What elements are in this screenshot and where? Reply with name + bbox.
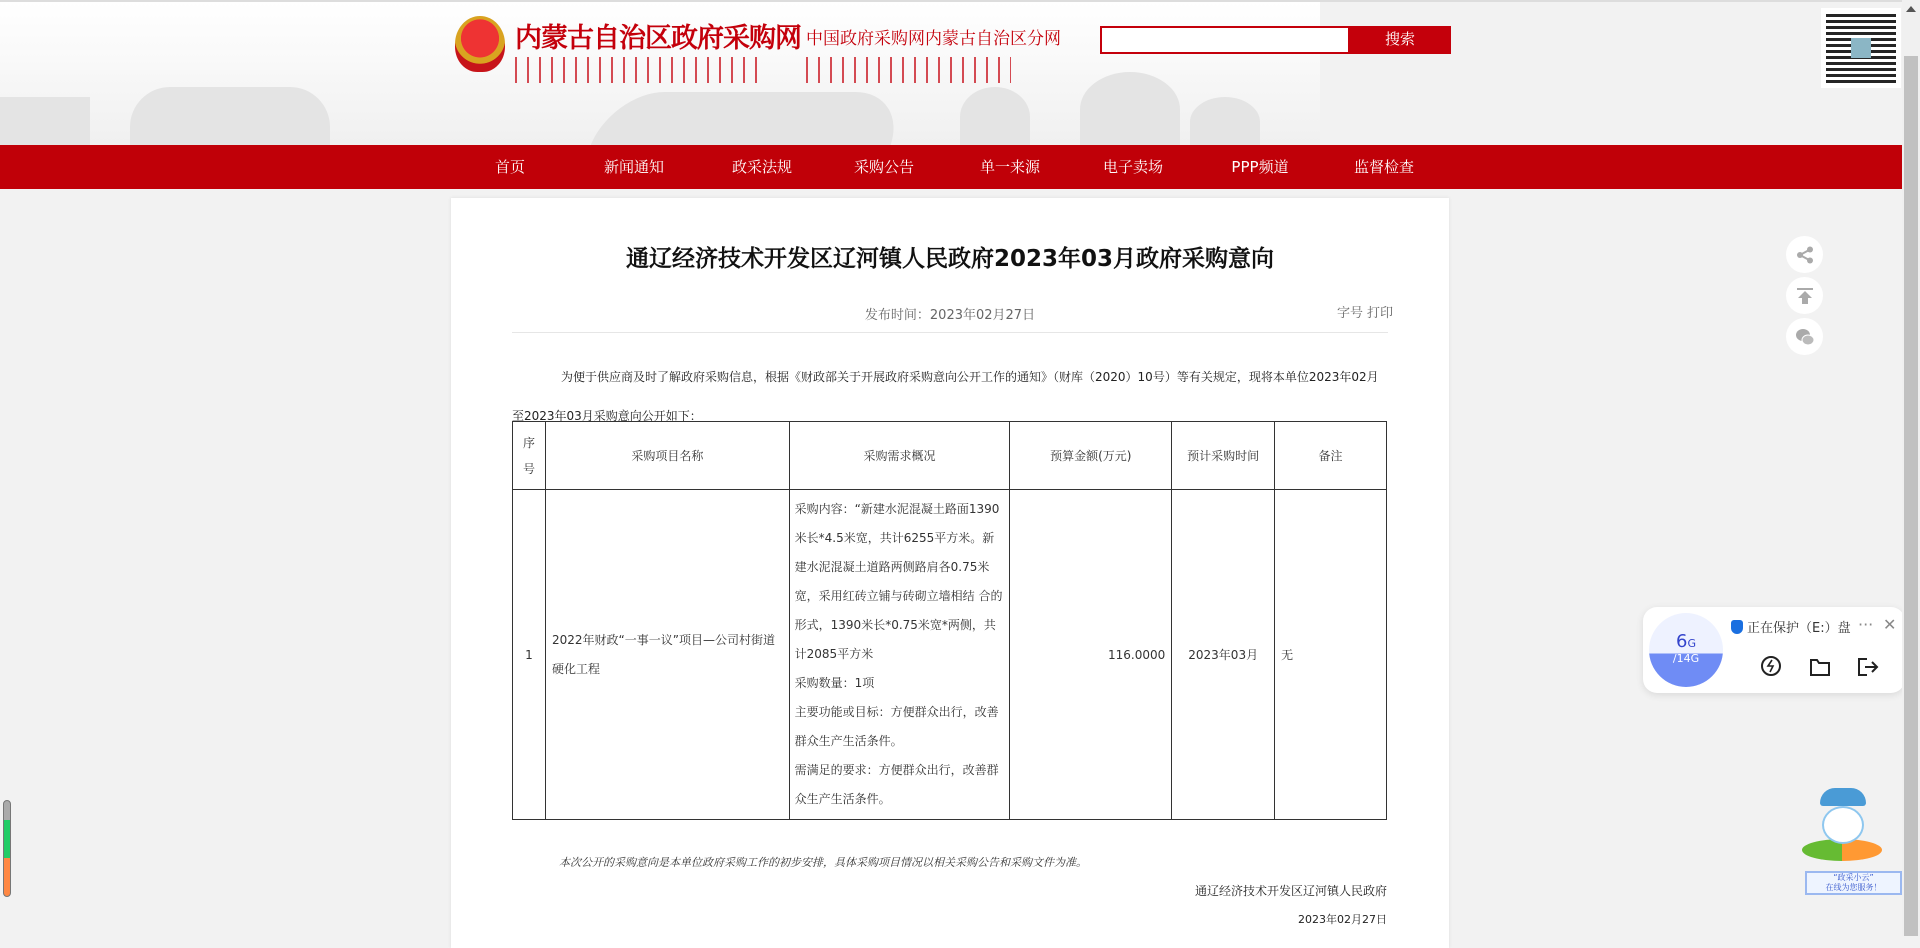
desc-content: 采购内容：“新建水泥混凝土路面1390米长*4.5米宽，共计6255平方米。新建水泥混凝土道路两侧路肩各0.75米宽，采用红砖立铺与砖砌立墙相结 合的形式，1390米长*0.75米宽*两侧，共计2085平方米 bbox=[794, 502, 1003, 661]
shield-icon bbox=[1731, 620, 1743, 634]
nav-announcements[interactable]: 采购公告 bbox=[853, 158, 915, 176]
procurement-table bbox=[512, 421, 1387, 820]
header-banner bbox=[0, 0, 1902, 145]
font-size-button[interactable]: 字号 bbox=[1336, 306, 1363, 321]
mongolian-script-subtitle bbox=[806, 57, 1011, 83]
volume-indicator bbox=[3, 800, 11, 897]
sign-date: 2023年02月27日 bbox=[1298, 913, 1387, 926]
exit-icon[interactable] bbox=[1857, 657, 1879, 677]
signature: 通辽经济技术开发区辽河镇人民政府 bbox=[1194, 884, 1387, 898]
back-to-top-button[interactable] bbox=[1786, 277, 1823, 314]
nav-home[interactable]: 首页 bbox=[494, 158, 526, 176]
nav-regulations[interactable]: 政采法规 bbox=[731, 158, 793, 176]
main-nav bbox=[0, 145, 1902, 189]
disclaimer-note: 本次公开的采购意向是本单位政府采购工作的初步安排，具体采购项目情况以相关采购公告和采购文件为准。 bbox=[559, 856, 1087, 869]
intro-paragraph: 为便于供应商及时了解政府采购信息，根据《财政部关于开展政府采购意向公开工作的通知》（财库（2020）10号）等有关规定，现将本单位2023年02月至2023年03月采购意向公开如下： bbox=[512, 370, 1379, 423]
speed-boost-icon[interactable] bbox=[1760, 655, 1782, 677]
desc-requirement: 需满足的要求：方便群众出行，改善群众生产生活条件。 bbox=[794, 763, 999, 806]
header-budget: 预算金额(万元) bbox=[1010, 422, 1172, 490]
mascot-name: “政采小云” bbox=[1833, 873, 1874, 882]
scrollbar-thumb[interactable] bbox=[1904, 56, 1918, 936]
share-button[interactable] bbox=[1786, 236, 1823, 273]
search-button[interactable]: 搜索 bbox=[1349, 26, 1451, 54]
cell-remark: 无 bbox=[1275, 490, 1387, 820]
mascot-slogan: 在线为您服务！ bbox=[1825, 883, 1882, 892]
share-icon bbox=[1796, 246, 1814, 264]
header-no: 序号 bbox=[513, 422, 546, 490]
table-row bbox=[513, 490, 1387, 820]
cell-time: 2023年03月 bbox=[1172, 490, 1275, 820]
scroll-up-arrow-icon[interactable] bbox=[1906, 6, 1916, 12]
article-tools bbox=[1333, 302, 1393, 321]
qr-code bbox=[1821, 8, 1901, 88]
header-time: 预计采购时间 bbox=[1172, 422, 1275, 490]
desc-quantity: 采购数量：1项 bbox=[794, 676, 875, 690]
customer-service-mascot[interactable] bbox=[1782, 784, 1895, 896]
disk-used: 6 bbox=[1676, 631, 1688, 652]
disk-usage-gauge bbox=[1649, 613, 1723, 687]
mongolian-script-title bbox=[515, 57, 760, 83]
print-button[interactable]: 打印 bbox=[1366, 306, 1393, 321]
publish-time: 发布时间：2023年02月27日 bbox=[864, 308, 1036, 323]
nav-news[interactable]: 新闻通知 bbox=[603, 158, 665, 176]
nav-single-source[interactable]: 单一来源 bbox=[979, 158, 1041, 176]
cell-budget: 116.0000 bbox=[1010, 490, 1172, 820]
arrow-up-to-top-icon bbox=[1796, 287, 1814, 305]
site-title[interactable]: 内蒙古自治区政府采购网 bbox=[515, 23, 801, 54]
cell-name: 2022年财政“一事一议”项目—公司村街道硬化工程 bbox=[545, 490, 789, 820]
nav-supervision[interactable]: 监督检查 bbox=[1353, 158, 1415, 176]
wechat-icon bbox=[1795, 328, 1815, 346]
header-remark: 备注 bbox=[1275, 422, 1387, 490]
search-input[interactable] bbox=[1100, 26, 1350, 54]
national-emblem-logo[interactable] bbox=[455, 16, 505, 72]
more-button[interactable]: ··· bbox=[1858, 615, 1874, 634]
divider bbox=[512, 332, 1388, 333]
wechat-button[interactable] bbox=[1786, 318, 1823, 355]
disk-used-unit: G bbox=[1687, 637, 1696, 650]
table-header-row bbox=[513, 422, 1387, 490]
site-subtitle: 中国政府采购网内蒙古自治区分网 bbox=[806, 29, 1061, 49]
header-name: 采购项目名称 bbox=[545, 422, 789, 490]
cell-desc bbox=[789, 490, 1010, 820]
nav-ppp[interactable]: PPP频道 bbox=[1231, 158, 1289, 176]
folder-icon[interactable] bbox=[1809, 657, 1831, 677]
nav-e-mall[interactable]: 电子卖场 bbox=[1102, 158, 1164, 176]
disk-total: /14G bbox=[1672, 652, 1700, 665]
article-title: 通辽经济技术开发区辽河镇人民政府2023年03月政府采购意向 bbox=[625, 246, 1275, 272]
article-card bbox=[451, 198, 1449, 948]
disk-protection-widget bbox=[1643, 607, 1905, 693]
desc-goal: 主要功能或目标：方便群众出行，改善群众生产生活条件。 bbox=[794, 705, 999, 748]
header-desc: 采购需求概况 bbox=[789, 422, 1010, 490]
close-button[interactable]: ✕ bbox=[1883, 615, 1897, 634]
protection-status: 正在保护（E:）盘 bbox=[1747, 621, 1851, 636]
cell-no: 1 bbox=[513, 490, 546, 820]
